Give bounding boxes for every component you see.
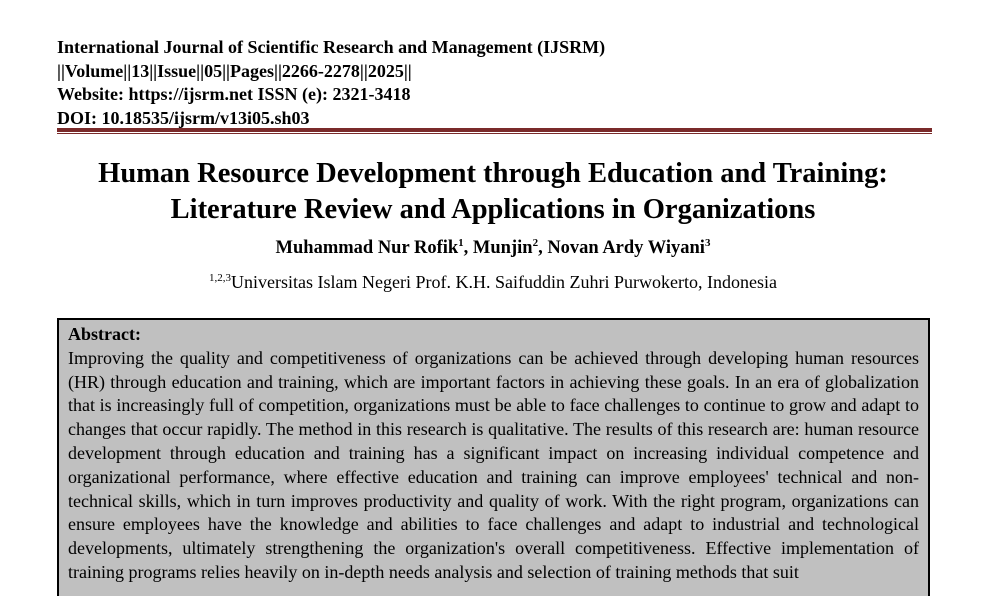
- author-separator: ,: [463, 238, 473, 258]
- title-line-2: Literature Review and Applications in Organizations: [170, 194, 816, 225]
- doi-line: DOI: 10.18535/ijsrm/v13i05.sh03: [57, 107, 310, 128]
- abstract-box: [57, 318, 930, 596]
- author-affiliation-marker: 3: [704, 237, 711, 249]
- affiliation-marker: 1,2,3: [209, 272, 232, 284]
- author-separator: ,: [538, 238, 548, 258]
- journal-header: [57, 36, 932, 130]
- author-name: Muhammad Nur Rofik: [275, 238, 459, 258]
- author-name: Novan Ardy Wiyani: [547, 238, 705, 258]
- affiliation-text: Universitas Islam Negeri Prof. K.H. Saifuddin Zuhri Purwokerto, Indonesia: [231, 272, 777, 292]
- paper-title: [0, 156, 986, 228]
- journal-name: International Journal of Scientific Research and Management (IJSRM): [57, 37, 606, 57]
- affiliation: [0, 270, 986, 294]
- header-divider-thin: [57, 133, 932, 134]
- author-affiliation-marker: 1: [458, 237, 464, 249]
- author-affiliation-marker: 2: [532, 237, 539, 249]
- website-issn: Website: https://ijsrm.net ISSN (e): 2321-3418: [57, 84, 411, 104]
- title-line-1: Human Resource Development through Education and Training:: [98, 158, 888, 189]
- abstract-body: Improving the quality and competitiveness of organizations can be achieved through developing human resources (HR) through education and training, which are important factors in achieving these goals. In an era of globalization that is increasingly full of competition, organizations must be able to face challenges to continue to grow and adapt to changes that occur rapidly. The method in this research is qualitative. The results of this research are: human resource development through education and training has a significant impact on increasing individual competence and organizational performance, where effective education and training can improve employees' technical and non-technical skills, which in turn improves productivity and quality of work. With the right program, organizations can ensure employees have the knowledge and abilities to face challenges and adapt to industrial and technological developments, ultimately strengthening the organization's overall competitiveness. Effective implementation of training programs relies heavily on in-depth needs analysis and selection of training methods that suit: [68, 347, 919, 582]
- volume-info: ||Volume||13||Issue||05||Pages||2266-2278||2025||: [57, 60, 412, 81]
- author-name: Munjin: [472, 238, 533, 258]
- author-list: [0, 236, 986, 260]
- abstract-heading: Abstract:: [68, 324, 141, 344]
- header-divider-thick: [57, 128, 932, 132]
